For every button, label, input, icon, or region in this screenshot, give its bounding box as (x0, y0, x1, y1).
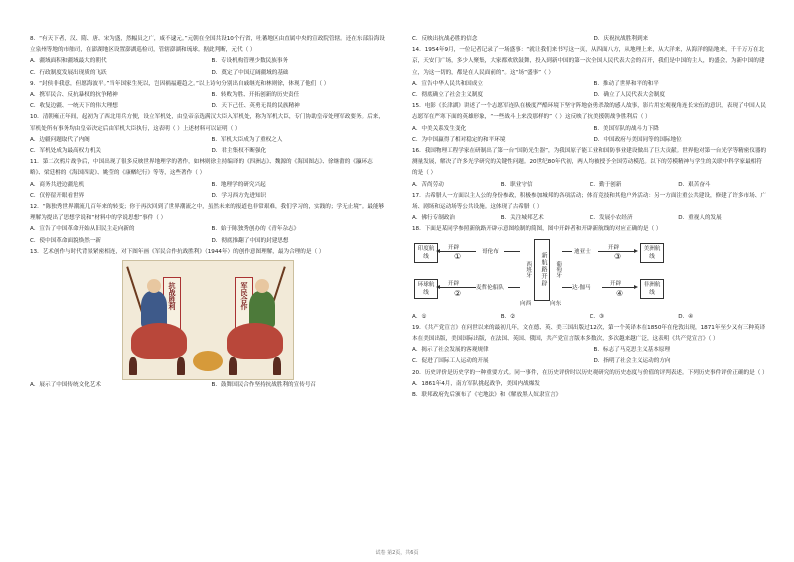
option-c: C．为中国赢得了相对稳定的和平环境 (412, 136, 506, 143)
explorer-dias: 迪亚士 (574, 248, 591, 255)
question-17-options (412, 213, 767, 224)
question-10-options (30, 135, 385, 157)
question-19-stem: 19．《共产党宣言》在问世以来的最初几年，文在德、英、美三国出版过12次，第一个英译本在1850年在伦敦出现，1871年至少又有三种英译本在美国出版，美国国际出版，在法国、英国、俄国，共产党宣言版本多数次，多次越来越广泛，这表明《共产党宣言》（ ） (412, 324, 766, 343)
arrow-label: 开辟 (610, 280, 622, 287)
node-new-route: 新航路开辟 (534, 239, 550, 301)
connector-line (504, 251, 520, 252)
question-13-options-continued (412, 34, 767, 45)
option-b: B．地理学的研究兴起 (211, 181, 266, 188)
option-d: D．重视人的发展 (678, 215, 722, 222)
horse-leg (229, 357, 237, 375)
option-d: D．君主集权不断强化 (211, 148, 267, 155)
right-column (412, 34, 767, 401)
explorer-magellan: 麦哲伦船队 (476, 284, 504, 291)
option-c: C．勤于创新 (589, 181, 622, 188)
question-15-stem: 15．电影《长津湖》讲述了一个志愿军连队在极度严酷环境下坚守阵地奋勇杀敌的感人故事，影片用宏观视角连长宋伍的意识，表现了中国人民志愿军在严寒下面的英雄形象，“一些战斗上来没那样的”（ ）这反映了抗美援朝战争胜利后（ ） (412, 103, 766, 121)
poster-scroll-left: 抗战胜利 (163, 277, 181, 345)
option-a: A．宣告了中国革命开始从旧民主走向新的 (30, 226, 135, 233)
question-18-options (412, 312, 767, 323)
arrow-label: 开辟 (448, 280, 460, 287)
option-b: B．联邦政府先后颁布了《宅地法》和《解放黑人奴隶宣言》 (412, 392, 562, 399)
connector-line (562, 287, 572, 288)
option-b: B．转败为胜、开拓创新的历史责任 (211, 92, 300, 99)
option-a: A．揭示了社会发展的客观规律 (412, 347, 489, 354)
question-12-stem: 12．“陈独秀世界潮流几百年来的转变；你于再次回到了世界潮流之中，虽然未来的报道也非常艰难，我们学习的，实践的；学无止境”。最能够理解为提出了思想学说和“材料中的学说思想”事件（ ） (30, 204, 385, 222)
new-route-diagram (412, 239, 767, 309)
option-b: B．关注城邦艺术 (500, 215, 544, 222)
left-column (30, 34, 385, 391)
soldier-figure-right (249, 291, 275, 327)
horse-leg (273, 357, 281, 375)
option-a: A．佛行专制政治 (412, 215, 455, 222)
new-year-poster-image (122, 260, 294, 380)
question-8-options (30, 56, 385, 78)
option-c: C．军机处成为最高权力机关 (30, 148, 102, 155)
option-a: A．边疆问题取代了内阁 (30, 136, 90, 143)
option-a: A．宣告中华人民共和国成立 (412, 80, 483, 87)
question-19-options (412, 345, 767, 367)
question-9-options (30, 90, 385, 112)
option-c: C．行政制度发展出现质的飞跃 (30, 69, 107, 76)
page-footer: 试卷 第2页，共6页 (375, 550, 419, 556)
option-c: C．使中国革命面貌焕然一新 (30, 237, 102, 244)
option-a: A．疆域面积和疆域最大的朝代 (30, 58, 107, 65)
marker-4: ④ (616, 288, 624, 298)
option-c: C．促进了国际工人运动的开展 (412, 358, 489, 365)
question-13-options (30, 380, 385, 391)
node-america-route: 美洲航线 (640, 243, 664, 263)
option-b: B．美国军队的战斗力下降 (593, 125, 659, 132)
explorer-columbus: 哥伦布 (482, 248, 499, 255)
option-d: D．指明了社会主义运动的方向 (593, 358, 671, 365)
option-b: B．推动了世界和平的和平 (593, 80, 659, 87)
option-d: D．庆祝抗战胜利到来 (593, 36, 649, 42)
arrow-label: 开辟 (608, 244, 620, 251)
explorer-da-gama: 达·伽马 (572, 284, 591, 291)
node-world-route: 环球航线 (414, 279, 438, 299)
option-d: D．彻底推翻了中国的封建思想 (211, 237, 289, 244)
question-20-stem: 20．历史评价是历史学的一种重要方式。同一事件，在历史评价时以历史观研究的历史态度与价值的评判表述。下列历史事件评价正确的是（ ） (412, 369, 768, 376)
connector-line (508, 287, 520, 288)
ornament-icon (193, 351, 223, 371)
question-15-options (412, 124, 767, 146)
marker-2: ② (454, 288, 462, 298)
option-a: A．苦尚劳动 (412, 181, 444, 188)
option-a: A．展示了中国传统文化艺术 (30, 382, 101, 389)
option-a: A．中美关系发生变化 (412, 125, 467, 132)
connector-line (562, 251, 572, 252)
country-spain: 西班牙 (525, 260, 532, 278)
option-b: B．始于陈独秀创办的《青年杂志》 (211, 226, 300, 233)
arrow-head (436, 249, 440, 253)
question-16-stem: 16．我国物理工程学家在研制出了第一台“国防光生器”，为我国原子能工业和国防事业建设做出了巨大贡献。世界他对第一台光学等精密仪器的测量发展，解决了许多光学研究的关键性问题。20世纪80年代初，两人均被授予全国劳动模范。以下的劳模精神与学生的关联中科学家最相符的是（ ） (412, 148, 767, 177)
option-d: D．学习西方先进知识 (211, 192, 267, 199)
question-9-stem: 9．“封侯非我意，但愿海波平。”当年国家生死以，岂因祸福避趋之。”以上诗句分别出自戚继光和林则徐，体现了他们（ ） (30, 80, 330, 87)
soldier-figure-left (141, 291, 167, 327)
country-portugal: 葡萄牙 (555, 260, 562, 278)
option-c: C．彻底确立了社会主义制度 (412, 92, 484, 99)
question-11-stem: 11．第二次鸦片战争后，中国出现了很多反映世界地理学的著作，如林则徐主持编译的《四洲志》、魏源的《海国图志》、徐继畬的《瀛环志略》、梁廷枏的《海国四说》、姚莹的《康輶纪行》等等，这些著作（ ） (30, 159, 373, 177)
option-d: D．奠定了中国辽阔疆域的基础 (211, 69, 289, 76)
question-12-options (30, 224, 385, 246)
option-a: A．携军民合、反抗暴权的抗争精神 (30, 92, 118, 99)
question-8-stem: 8．“有天下者，汉、隋、唐、宋为盛，然幅员之广，咸不逮元。”元朝在全国共设10个行省，吐蕃地区由直属中央的宣政院管辖。还在东部沿海设立泉州等地的市舶司，在澎湖地区设置澎湖巡检司，管辖澎湖和琉球。据此判断，元代（ ） (30, 36, 385, 54)
option-a: A．商务共进边疆危机 (30, 181, 85, 188)
arrow-label: 开辟 (448, 244, 460, 251)
direction-west: 向西 (520, 300, 532, 307)
horse-leg (129, 357, 137, 375)
option-c: C．仅停留开眼看世界 (30, 192, 85, 199)
face-icon (255, 279, 269, 293)
poster-scroll-right: 军民合作 (235, 277, 253, 345)
question-20-options (412, 379, 767, 401)
question-10-stem: 10．清朝雍正年间，起初为了西北用兵方便，设立军机处，由皇帝亲选满汉大臣入军机处，称为军机大臣，专门协助皇帝处理军政要务。后来，军机处所有事务均由皇帝决定后由军机大臣执行，这表明（ ）上述材料可以证明（ ） (30, 114, 384, 132)
option-c: C．③ (589, 313, 605, 320)
node-africa-route: 非洲航线 (640, 279, 664, 299)
question-13-stem: 13．艺术创作与时代背景紧密相连，对下图年画《军民合作抗战胜利》（1944年）的创作意图理解，最为合理的是（ ） (30, 248, 325, 255)
arrow-head (436, 285, 440, 289)
option-a: A．① (412, 313, 427, 320)
question-17-stem: 17．古希腊人一方面以主人公的身份参政，积极参加城邦的各项活动；体育竞技和其他户外活动：另一方面注重公共建设，修建了许多市场、广场、剧场和运动场等公共设施。这体现了古希腊（ ） (412, 192, 766, 211)
question-14-stem: 14．1954年9月，一位记者记录了一场盛事：“就让我们来书写这一页，从四面八方，从地理上来，从大洋来，从海洋的陆地来，千千万万在北京，天安门广场，多少人聚集，大家都欢欣鼓舞，投入到新中国的第一次全国人民代表大会的召开，我们是中国的主人，的盛会，为新中国的建立，为这一切的，都是在人民面前的”。这“场”盛事”（ ） (412, 47, 765, 76)
option-d: D．确立了人民代表大会制度 (593, 92, 665, 99)
horse-figure-right (227, 323, 283, 359)
option-c: C．反映出抗战必胜的信念 (412, 36, 478, 42)
option-c: C．发展小农经济 (589, 215, 633, 222)
question-16-options (412, 180, 767, 191)
option-b: B．② (500, 313, 516, 320)
option-d: D．④ (678, 313, 694, 320)
option-b: B．职业守信 (500, 181, 533, 188)
question-11-options (30, 180, 385, 202)
option-d: D．天下己任、英勇无畏的民族精神 (211, 103, 300, 110)
marker-3: ③ (614, 251, 622, 261)
face-icon (147, 279, 161, 293)
node-india-route: 印度航线 (414, 243, 438, 263)
arrow-head (634, 285, 638, 289)
option-d: D．艰苦奋斗 (678, 181, 711, 188)
poster-figure (30, 260, 385, 378)
option-b: B．军机大臣成为了重权之人 (211, 136, 283, 143)
question-14-options (412, 79, 767, 101)
option-d: D．中国政府与美国同等的国际地位 (593, 136, 682, 143)
option-a: A．1861年4月，南方军队挑起战争，美国内战爆发 (412, 380, 540, 387)
direction-east: 向东 (550, 300, 562, 307)
option-b: B．标志了马克思主义基本原理 (593, 347, 671, 354)
option-b: B．鼓舞国民合作坚持抗战胜利的宣传号召 (211, 382, 317, 389)
option-c: C．收复边疆、一统天下的伟大理想 (30, 103, 118, 110)
horse-figure-left (131, 323, 187, 359)
horse-leg (177, 357, 185, 375)
option-b: B．专设机构管理少数民族事务 (211, 58, 289, 65)
marker-1: ① (454, 251, 462, 261)
question-18-stem: 18．下面是某同学参照新航路开辟示意图绘制的简图，图中开辟者和开辟新航线的对应正确的是（ ） (412, 226, 662, 233)
arrow-head (634, 249, 638, 253)
